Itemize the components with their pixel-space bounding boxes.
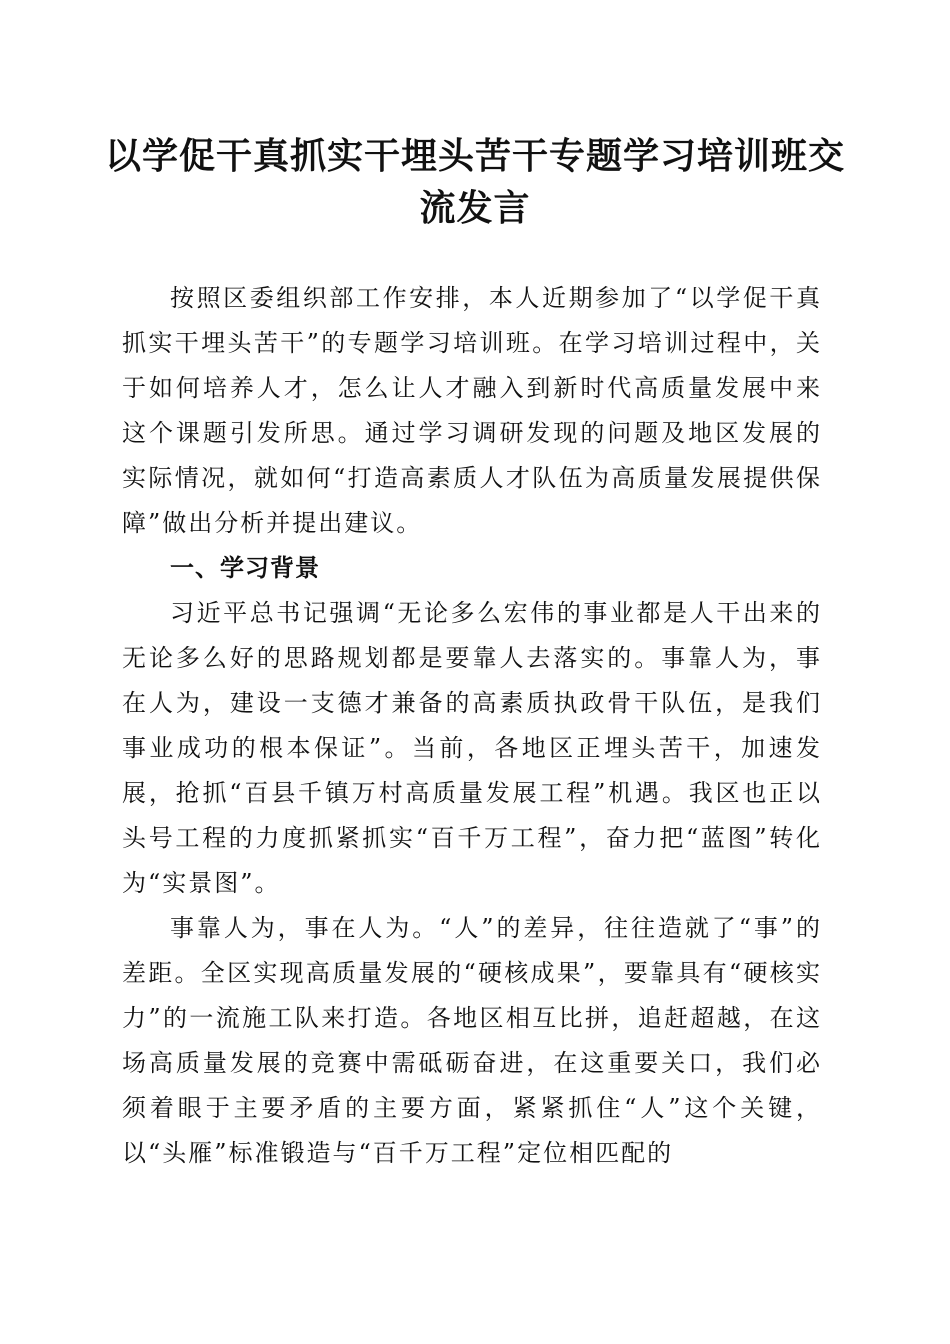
background-paragraph-1: 习近平总书记强调“无论多么宏伟的事业都是人干出来的无论多么好的思路规划都是要靠人去落实的。事靠人为，事在人为，建设一支德才兼备的高素质执政骨干队伍，是我们事业成功的根本保证”。当前，各地区正埋头苦干，加速发展，抢抓“百县千镇万村高质量发展工程”机遇。我区也正以头号工程的力度抓紧抓实“百千万工程”，奋力把“蓝图”转化为“实景图”。: [122, 599, 822, 897]
background-paragraph-2: 事靠人为，事在人为。“人”的差异，往往造就了“事”的差距。全区实现高质量发展的“硬核成果”，要靠具有“硬核实力”的一流施工队来打造。各地区相互比拼，追赶超越，在这场高质量发展的竞赛中需砥砺奋进，在这重要关口，我们必须着眼于主要矛盾的主要方面，紧紧抓住“人”这个关键，以“头雁”标准锻造与“百千万工程”定位相匹配的: [122, 914, 822, 1167]
document-title: 以学促干真抓实干埋头苦干专题学习培训班交流发言: [104, 135, 845, 229]
document-body: [122, 276, 822, 1176]
section-heading-background: 一、学习背景: [170, 554, 320, 582]
intro-paragraph: 按照区委组织部工作安排，本人近期参加了“以学促干真抓实干埋头苦干”的专题学习培训班。在学习培训过程中，关于如何培养人才，怎么让人才融入到新时代高质量发展中来这个课题引发所思。通过学习调研发现的问题及地区发展的实际情况，就如何“打造高素质人才队伍为高质量发展提供保障”做出分析并提出建议。: [122, 284, 822, 537]
